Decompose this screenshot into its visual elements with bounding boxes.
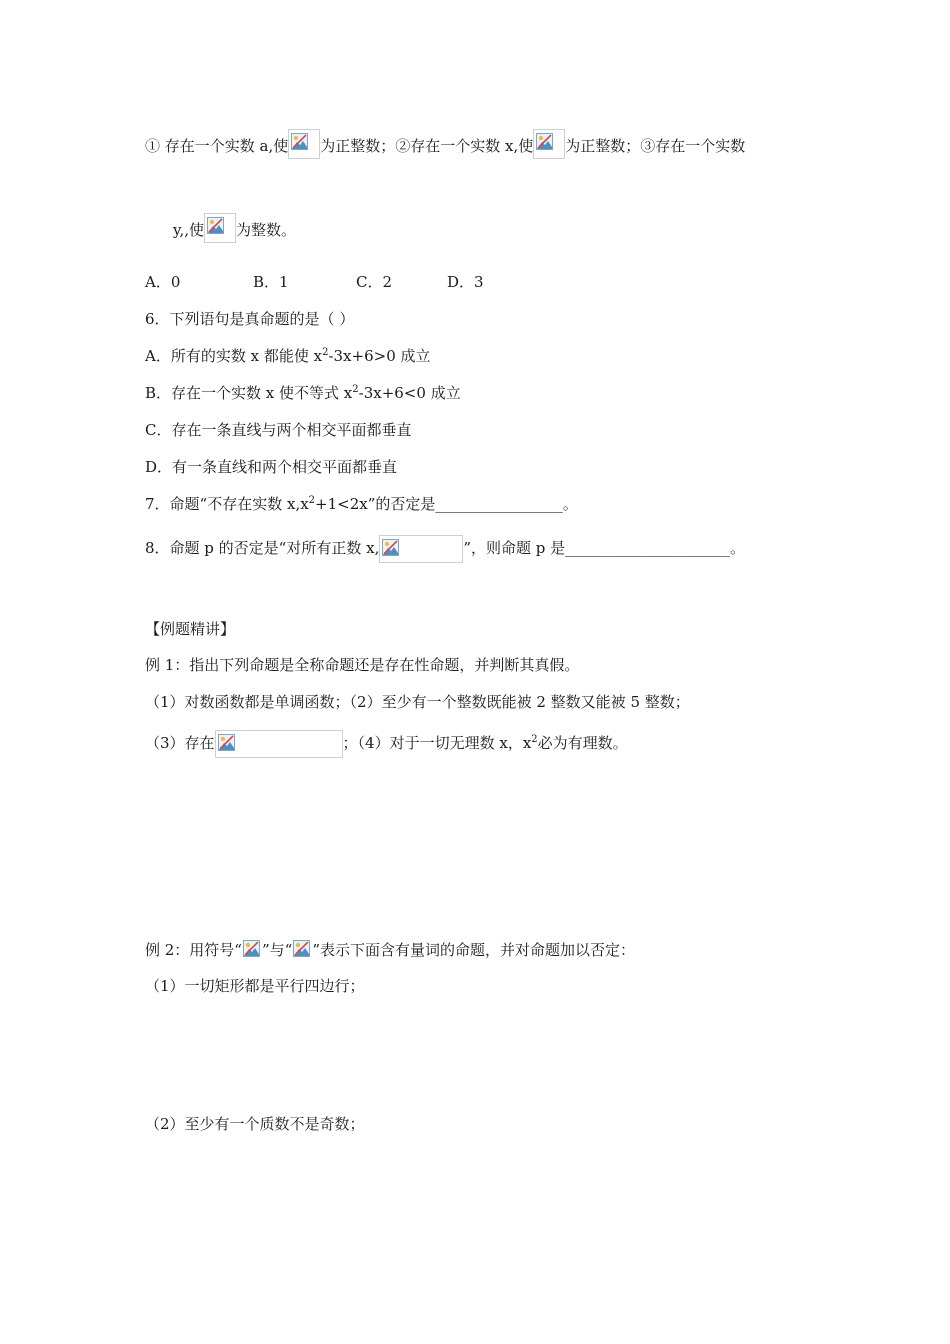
formula-image <box>379 535 463 563</box>
q7 <box>145 494 578 514</box>
q5-text-2: 为正整数；②存在一个实数 x,使 <box>320 137 534 155</box>
section-title: 【例题精讲】 <box>145 620 236 638</box>
example-1-items: （1）对数函数都是单调函数；（2）至少有一个整数既能被 2 整数又能被 5 整数； <box>145 693 690 711</box>
q8-text-2: ”，则命题 p 是______________________。 <box>463 539 746 557</box>
q6-a-text-2: -3x+6>0 成立 <box>328 347 431 365</box>
ex1-item4-text-2: 必为有理数。 <box>537 734 628 752</box>
example-2-item-2: （2）至少有一个质数不是奇数； <box>145 1115 365 1133</box>
option-c: C．2 <box>356 273 393 291</box>
q5-line-2 <box>173 213 296 243</box>
ex2-text-3: ”表示下面含有量词的命题，并对命题加以否定： <box>312 941 635 959</box>
broken-image-icon <box>293 940 310 957</box>
broken-image-icon <box>243 940 260 957</box>
superscript: 2 <box>308 495 316 506</box>
broken-image-icon <box>382 539 399 556</box>
option-d: D．3 <box>447 273 484 291</box>
q6-option-c: C．存在一条直线与两个相交平面都垂直 <box>145 421 412 439</box>
formula-image <box>204 213 236 243</box>
q7-text-2: +1<2x”的否定是_________________。 <box>315 495 578 513</box>
q5-line-1 <box>145 129 745 159</box>
q6-stem: 6．下列语句是真命题的是（ ） <box>145 310 355 328</box>
example-2-item-1: （1）一切矩形都是平行四边行； <box>145 977 365 995</box>
formula-image <box>533 129 565 159</box>
example-2-stem <box>145 938 635 960</box>
q6-option-a <box>145 346 431 366</box>
q6-option-d: D．有一条直线和两个相交平面都垂直 <box>145 458 398 476</box>
q7-text: 7．命题“不存在实数 x,x <box>145 495 309 513</box>
q6-option-b <box>145 383 461 403</box>
q5-options <box>145 272 484 292</box>
q8-text: 8．命题 p 的否定是“对所有正数 x, <box>145 539 380 557</box>
broken-image-icon <box>218 734 235 751</box>
broken-image-icon <box>536 133 553 150</box>
example-1-stem: 例 1：指出下列命题是全称命题还是存在性命题，并判断其真假。 <box>145 656 580 674</box>
formula-image <box>215 730 343 758</box>
ex2-text-2: ”与“ <box>261 941 293 959</box>
q6-b-text-2: -3x+6<0 成立 <box>358 384 461 402</box>
option-a: A．0 <box>145 273 181 291</box>
q5-text-3: 为正整数；③存在一个实数 <box>565 137 746 155</box>
superscript: 2 <box>531 734 538 745</box>
q5-text-5: 为整数。 <box>236 221 297 239</box>
q6-a-text: A．所有的实数 x 都能使 x <box>145 347 323 365</box>
q8 <box>145 535 745 563</box>
ex2-text: 例 2：用符号“ <box>145 941 242 959</box>
broken-image-icon <box>291 133 308 150</box>
q5-text-1: ① 存在一个实数 a,使 <box>145 137 289 155</box>
q6-b-text: B．存在一个实数 x 使不等式 x <box>145 384 353 402</box>
ex1-item3-text: （3）存在 <box>145 734 215 752</box>
example-1-items-34 <box>145 730 628 758</box>
exists-symbol-image <box>292 938 312 960</box>
formula-image <box>288 129 320 159</box>
option-b: B．1 <box>253 273 289 291</box>
q5-text-4: y,,使 <box>173 221 205 239</box>
broken-image-icon <box>207 217 224 234</box>
forall-symbol-image <box>242 938 262 960</box>
superscript: 2 <box>322 347 329 358</box>
superscript: 2 <box>352 384 359 395</box>
ex1-item4-text: ；（4）对于一切无理数 x，x <box>342 734 532 752</box>
